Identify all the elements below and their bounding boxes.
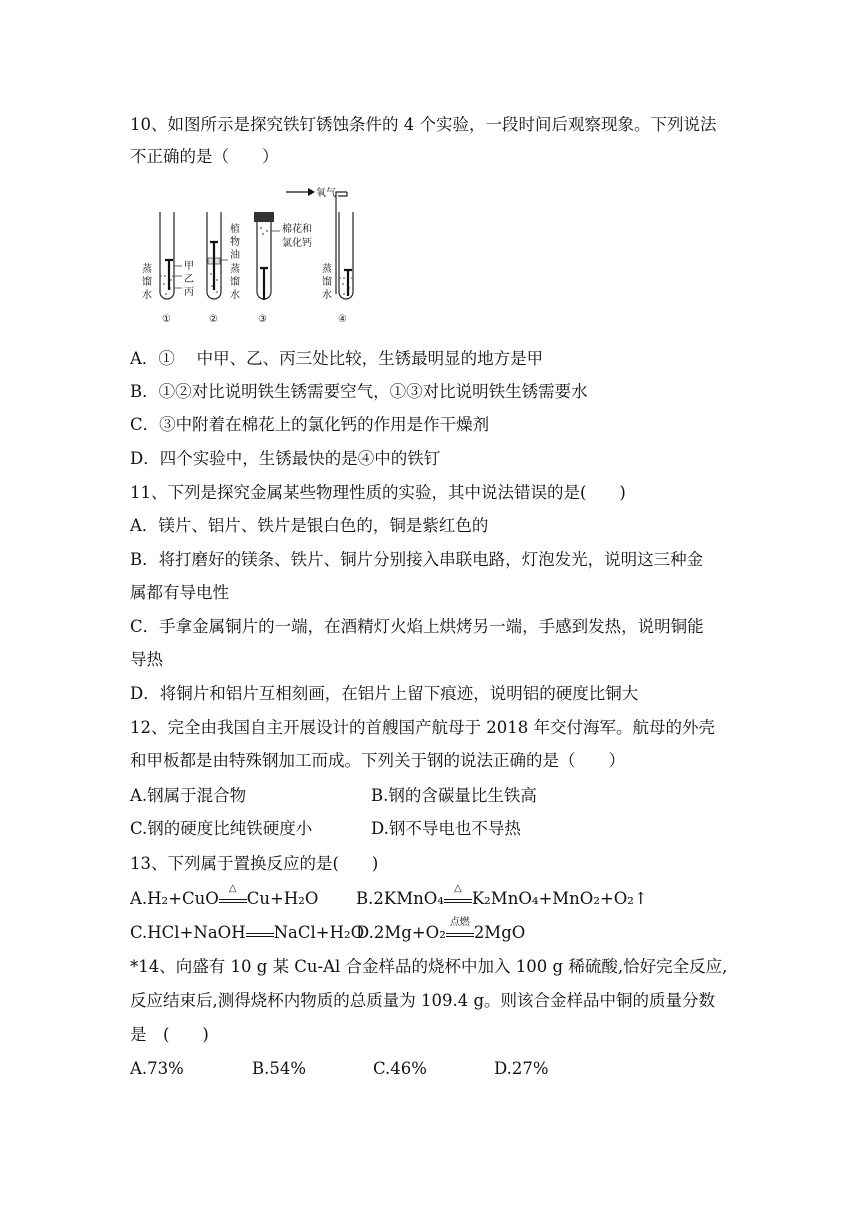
q11-option-c-line1: C．手拿金属铜片的一端，在酒精灯火焰上烘烤另一端，手感到发热，说明铜能	[130, 617, 704, 636]
q12-option-d: D.钢不导电也不导热	[371, 819, 521, 838]
q11-stem: 11、下列是探究金属某些物理性质的实验，其中说法错误的是( )	[130, 483, 626, 502]
label-cacl2: 氯化钙	[282, 238, 312, 249]
svg-text:馏: 馏	[230, 277, 240, 288]
iron-nail-2	[210, 242, 218, 290]
svg-text:物: 物	[230, 237, 240, 248]
label-tube-4: ④	[338, 314, 347, 325]
q11-option-c-line2: 导热	[130, 650, 163, 669]
q14-stem-line3: 是 ( )	[130, 1025, 209, 1044]
label-oxygen: 氧气	[316, 188, 336, 199]
label-bing: 丙	[184, 287, 194, 298]
svg-text:蒸: 蒸	[230, 264, 240, 275]
svg-text:馏: 馏	[142, 277, 152, 288]
q13-option-a: A.H₂+CuO △ Cu+H₂O	[130, 883, 319, 908]
svg-text:水: 水	[322, 290, 332, 301]
q14-stem-line2: 反应结束后,测得烧杯内物质的总质量为 109.4 g。则该合金样品中铜的质量分数	[130, 991, 716, 1010]
q10-stem-line2: 不正确的是（ ）	[130, 147, 279, 166]
label-tube-1: ①	[162, 314, 171, 325]
q10-option-b: B．①②对比说明铁生锈需要空气，①③对比说明铁生锈需要水	[130, 382, 588, 401]
test-tube-1	[160, 212, 174, 299]
label-tube-3: ③	[258, 314, 267, 325]
svg-text:植: 植	[230, 224, 240, 235]
q13-stem: 13、下列属于置换反应的是( )	[130, 854, 379, 873]
label-jia: 甲	[184, 261, 194, 272]
iron-nail-1	[165, 260, 173, 290]
svg-text:馏: 馏	[322, 277, 332, 288]
q11-option-b-line1: B．将打磨好的镁条、铁片、铜片分别接入串联电路，灯泡发光，说明这三种金	[130, 550, 704, 569]
label-yi: 乙	[184, 274, 194, 285]
q10-option-d: D．四个实验中，生锈最快的是④中的铁钉	[130, 449, 441, 468]
q10-option-a: A．① 中甲、乙、丙三处比较，生锈最明显的地方是甲	[130, 349, 544, 368]
rust-experiment-figure	[140, 176, 370, 330]
q11-option-a: A．镁片、铝片、铁片是银白色的，铜是紫红色的	[130, 516, 489, 535]
label-cotton: 棉花和	[282, 224, 312, 235]
oxygen-inlet-tube	[336, 192, 347, 294]
q13-option-c: C.HCl+NaOH NaCl+H₂O	[130, 923, 365, 942]
label-tube-2: ②	[209, 314, 218, 325]
q14-stem-line1: *14、向盛有 10 g 某 Cu-Al 合金样品的烧杯中加入 100 g 稀硫酸,恰好完全反应,	[130, 957, 728, 976]
iron-nail-3	[260, 268, 268, 300]
q12-option-b: B.钢的含碳量比生铁高	[371, 786, 537, 805]
svg-text:油: 油	[230, 250, 240, 261]
svg-text:蒸: 蒸	[322, 264, 332, 275]
q14-option-b: B.54%	[252, 1059, 307, 1078]
svg-text:水: 水	[142, 290, 152, 301]
q13-option-b: B.2KMnO₄ △ K₂MnO₄+MnO₂+O₂↑	[356, 883, 648, 908]
q11-option-d: D．将铜片和铝片互相刻画，在铝片上留下痕迹，说明铝的硬度比铜大	[130, 684, 639, 703]
q10-stem-line1: 10、如图所示是探究铁钉锈蚀条件的 4 个实验，一段时间后观察现象。下列说法	[130, 115, 717, 134]
rubber-stopper	[254, 212, 274, 222]
test-tube-4	[339, 212, 353, 299]
q12-option-c: C.钢的硬度比纯铁硬度小	[130, 819, 313, 838]
q13-option-d: D.2Mg+O₂ 点燃 2MgO	[356, 917, 526, 942]
q14-option-a: A.73%	[130, 1059, 184, 1078]
svg-text:水: 水	[230, 290, 240, 301]
q14-option-c: C.46%	[373, 1059, 427, 1078]
q11-option-b-line2: 属都有导电性	[130, 583, 229, 602]
svg-text:蒸: 蒸	[142, 264, 152, 275]
q12-stem-line2: 和甲板都是由特殊钢加工而成。下列关于钢的说法正确的是（ ）	[130, 751, 625, 770]
q12-stem-line1: 12、完全由我国自主开展设计的首艘国产航母于 2018 年交付海军。航母的外壳	[130, 718, 715, 737]
q12-option-a: A.钢属于混合物	[130, 786, 247, 805]
q10-option-c: C．③中附着在棉花上的氯化钙的作用是作干燥剂	[130, 415, 490, 434]
iron-nail-4	[344, 270, 352, 296]
q14-option-d: D.27%	[494, 1059, 549, 1078]
